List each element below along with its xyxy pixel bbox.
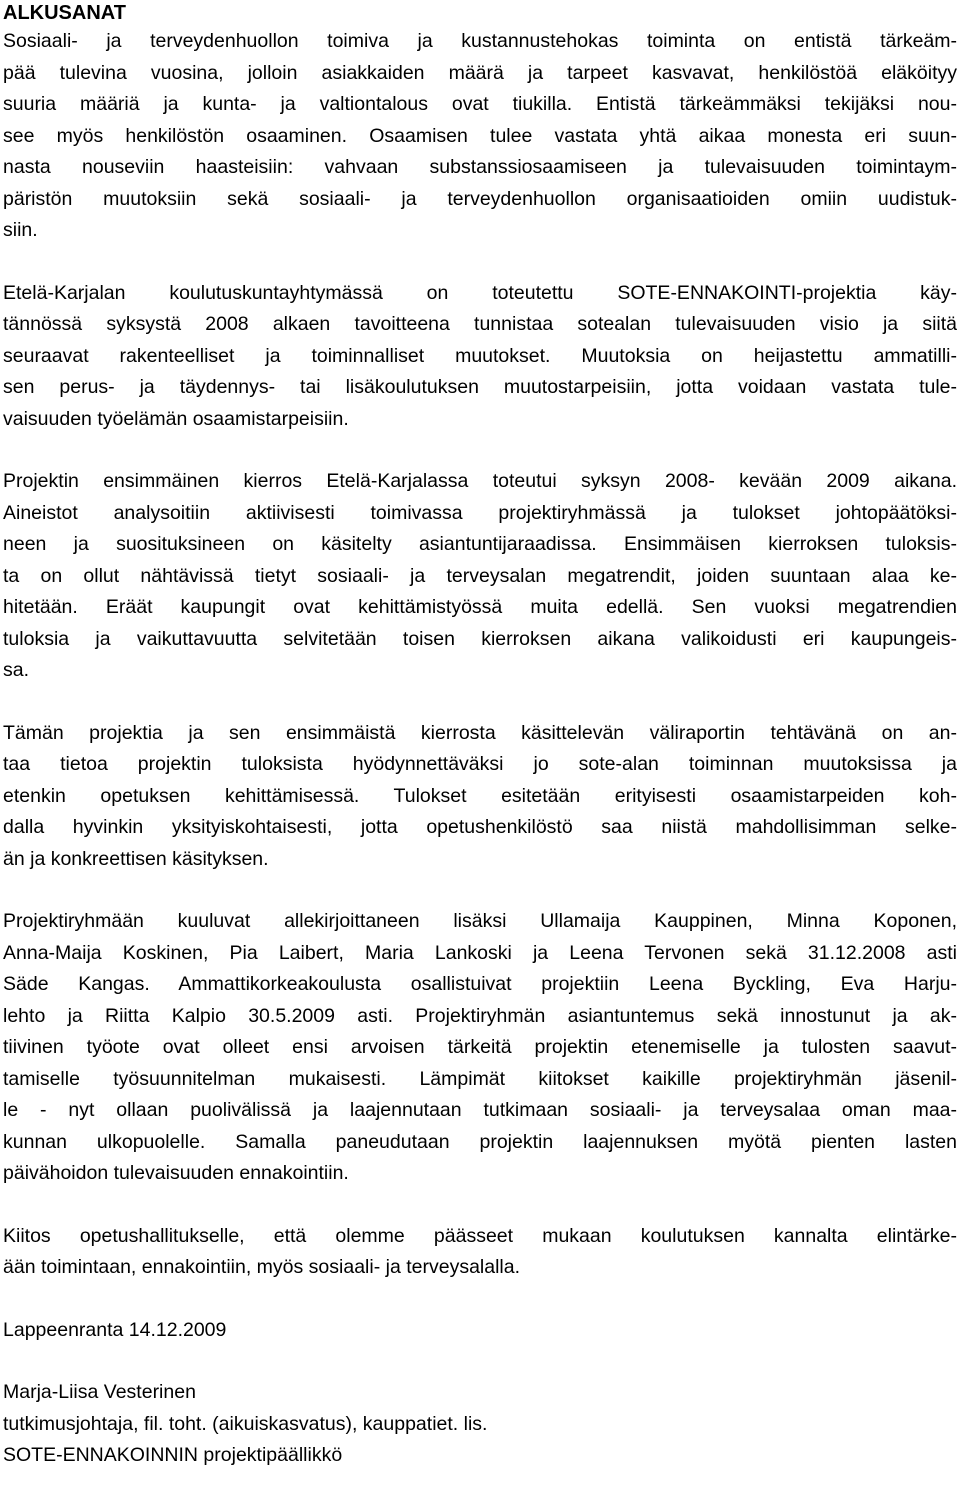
- text-line: Tämän projektia ja sen ensimmäistä kierrosta käsittelevän väliraportin tehtävänä on an-: [3, 721, 957, 744]
- text-line: tamiselle työsuunnitelman mukaisesti. Lämpimät kiitokset kaikille projektiryhmän jäsenil-: [3, 1067, 957, 1090]
- text-line: vaisuuden työelämän osaamistarpeisiin.: [3, 407, 349, 430]
- text-line: pää tulevina vuosina, jolloin asiakkaiden määrä ja tarpeet kasvavat, henkilöstöä eläköityy: [3, 61, 957, 84]
- paragraph-spacer: [3, 247, 957, 278]
- text-line: Projektin ensimmäinen kierros Etelä-Karjalassa toteutui syksyn 2008- kevään 2009 aikana.: [3, 470, 957, 492]
- text-line: kunnan ulkopuolelle. Samalla paneudutaan projektin laajennuksen myötä pienten lasten: [3, 1130, 957, 1153]
- paragraph-5: [3, 906, 957, 1190]
- text-line: lehto ja Riitta Kalpio 30.5.2009 asti. Projektiryhmän asiantuntemus sekä innostunut ja ak-: [3, 1004, 957, 1027]
- text-line: etenkin opetuksen kehittämisessä. Tulokset esitetään erityisesti osaamistarpeiden koh-: [3, 784, 957, 807]
- text-line: sa.: [3, 659, 30, 681]
- text-line: suuria määriä ja kunta- ja valtiontalous ovat tiukilla. Entistä tärkeämmäksi tekijäksi nou-: [3, 93, 957, 115]
- text-line: Anna-Maija Koskinen, Pia Laibert, Maria Lankoski ja Leena Tervonen sekä 31.12.2008 asti: [3, 941, 957, 964]
- paragraph-1: [3, 26, 957, 247]
- page-title: ALKUSANAT: [3, 2, 126, 24]
- signature-title: tutkimusjohtaja, fil. toht. (aikuiskasvatus), kauppatiet. lis.: [3, 1412, 488, 1435]
- text-line: neen ja suosituksineen on käsitelty asiantuntijaraadissa. Ensimmäisen kierroksen tuloksis-: [3, 533, 957, 555]
- text-line: tiivinen työote ovat olleet ensi arvoisen tärkeitä projektin etenemiselle ja tulosten saavut-: [3, 1036, 957, 1058]
- signature-role: SOTE-ENNAKOINNIN projektipäällikkö: [3, 1444, 343, 1466]
- text-line: än ja konkreettisen käsityksen.: [3, 847, 269, 870]
- text-line: hitetään. Eräät kaupungit ovat kehittämistyössä muita edellä. Sen vuoksi megatrendien: [3, 596, 957, 618]
- text-line: ään toimintaan, ennakointiin, myös sosiaali- ja terveysalalla.: [3, 1256, 521, 1278]
- paragraph-spacer: [3, 1346, 957, 1377]
- text-line: taa tietoa projektin tuloksista hyödynnettäväksi jo sote-alan toiminnan muutoksissa ja: [3, 753, 957, 775]
- text-line: see myös henkilöstön osaaminen. Osaamisen tulee vastata yhtä aikaa monesta eri suun-: [3, 124, 957, 147]
- paragraph-spacer: [3, 875, 957, 906]
- text-line: Projektiryhmään kuuluvat allekirjoittaneen lisäksi Ullamaija Kauppinen, Minna Koponen,: [3, 910, 957, 932]
- paragraph-spacer: [3, 687, 957, 718]
- paragraph-6: [3, 1221, 957, 1284]
- text-line: päristön muutoksiin sekä sosiaali- ja terveydenhuollon organisaatioiden omiin uudistuk-: [3, 187, 957, 210]
- text-line: nasta nouseviin haasteisiin: vahvaan substanssiosaamiseen ja tulevaisuuden toimintaym-: [3, 156, 957, 178]
- paragraph-4: [3, 718, 957, 876]
- document-page: [3, 0, 957, 1472]
- text-line: päivähoidon tulevaisuuden ennakointiin.: [3, 1162, 349, 1184]
- text-line: Kiitos opetushallitukselle, että olemme päässeet mukaan koulutuksen kannalta elintärke-: [3, 1224, 957, 1247]
- text-line: seuraavat rakenteelliset ja toiminnalliset muutokset. Muutoksia on heijastettu ammatilli-: [3, 344, 957, 367]
- text-line: tännössä syksystä 2008 alkaen tavoitteena tunnistaa sotealan tulevaisuuden visio ja siitä: [3, 313, 957, 335]
- text-line: Säde Kangas. Ammattikorkeakoulusta osallistuivat projektiin Leena Byckling, Eva Harju-: [3, 973, 957, 995]
- text-line: Aineistot analysoitiin aktiivisesti toimivassa projektiryhmässä ja tulokset johtopäätöksi-: [3, 501, 957, 524]
- paragraph-spacer: [3, 1284, 957, 1315]
- paragraph-spacer: [3, 435, 957, 466]
- text-line: ta on ollut nähtävissä tietyt sosiaali- ja terveysalan megatrendit, joiden suuntaan alaa ke-: [3, 564, 957, 587]
- paragraph-2: [3, 278, 957, 436]
- text-line: dalla hyvinkin yksityiskohtaisesti, jotta opetushenkilöstö saa niistä mahdollisimman selke-: [3, 816, 957, 838]
- paragraph-spacer: [3, 1190, 957, 1221]
- paragraph-3: [3, 466, 957, 687]
- text-line: Sosiaali- ja terveydenhuollon toimiva ja kustannustehokas toiminta on entistä tärkeäm-: [3, 30, 957, 52]
- text-line: le - nyt ollaan puolivälissä ja laajennutaan tutkimaan sosiaali- ja terveysalaa oman maa-: [3, 1099, 957, 1121]
- text-line: tuloksia ja vaikuttavuutta selvitetään toisen kierroksen aikana valikoidusti eri kaupungeis-: [3, 627, 957, 650]
- text-line: sen perus- ja täydennys- tai lisäkoulutuksen muutostarpeisiin, jotta voidaan vastata tule-: [3, 376, 957, 398]
- place-date: Lappeenranta 14.12.2009: [3, 1318, 227, 1341]
- signature-name: Marja-Liisa Vesterinen: [3, 1381, 196, 1403]
- text-line: siin.: [3, 219, 38, 241]
- text-line: Etelä-Karjalan koulutuskuntayhtymässä on toteutettu SOTE-ENNAKOINTI-projektia käy-: [3, 281, 957, 304]
